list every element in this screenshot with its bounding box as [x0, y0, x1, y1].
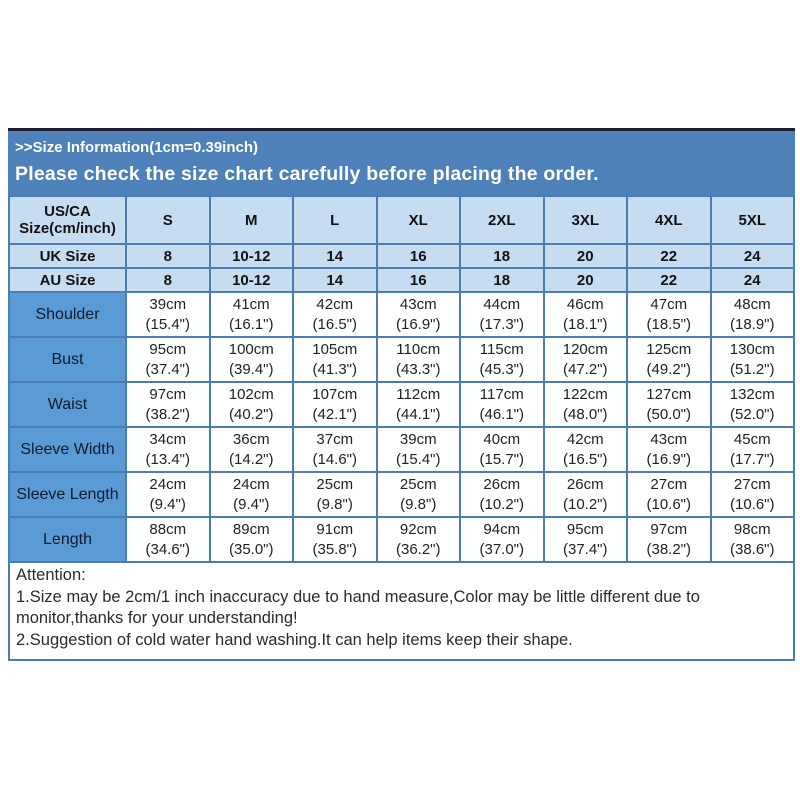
- measurement-value-cell: [377, 337, 461, 382]
- inch-value: (38.6"): [729, 540, 775, 558]
- measurement-value-cell: [293, 472, 377, 517]
- inch-value: (15.7"): [479, 450, 524, 468]
- inch-value: (18.1"): [562, 315, 608, 333]
- inch-value: (16.5"): [562, 450, 608, 468]
- measurement-value-cell: [711, 472, 795, 517]
- table-row: [9, 268, 794, 292]
- inch-value: (41.3"): [312, 360, 357, 378]
- measurement-value-cell: [544, 472, 628, 517]
- measurement-value-cell: [377, 472, 461, 517]
- inch-value: (14.6"): [312, 450, 357, 468]
- measurement-value-cell: [210, 517, 294, 562]
- cm-value: 92cm: [399, 520, 437, 538]
- measurement-value-cell: [126, 517, 210, 562]
- inch-value: (9.4"): [233, 495, 270, 513]
- inch-value: (37.4"): [145, 360, 190, 378]
- cm-value: 46cm: [566, 295, 604, 313]
- row-label: UK Size: [9, 244, 126, 268]
- cm-value: 120cm: [562, 340, 608, 358]
- column-header-size: 5XL: [711, 196, 795, 244]
- measurement-row-label: Shoulder: [9, 292, 126, 337]
- size-value-cell: 10-12: [210, 244, 294, 268]
- size-value-cell: 8: [126, 268, 210, 292]
- measurement-value-cell: [460, 292, 544, 337]
- table-header-row: [9, 196, 794, 244]
- measurement-value-cell: [126, 292, 210, 337]
- inch-value: (50.0"): [646, 405, 691, 423]
- cm-value: 95cm: [566, 520, 604, 538]
- cm-value: 40cm: [483, 430, 521, 448]
- inch-value: (15.4"): [395, 450, 441, 468]
- cm-value: 132cm: [729, 385, 775, 403]
- measurement-value-cell: [126, 472, 210, 517]
- attention-title: Attention:: [16, 566, 86, 584]
- measurement-row-label: Waist: [9, 382, 126, 427]
- measurement-value-cell: [627, 472, 711, 517]
- size-value-cell: 8: [126, 244, 210, 268]
- inch-value: (9.8"): [316, 495, 353, 513]
- cm-value: 95cm: [149, 340, 187, 358]
- inch-value: (10.6"): [646, 495, 691, 513]
- measurement-value-cell: [126, 337, 210, 382]
- cm-value: 107cm: [312, 385, 358, 403]
- cm-value: 39cm: [149, 295, 187, 313]
- cm-value: 43cm: [650, 430, 688, 448]
- measurement-value-cell: [627, 382, 711, 427]
- measurement-value-cell: [627, 517, 711, 562]
- cm-value: 97cm: [650, 520, 688, 538]
- inch-value: (18.9"): [729, 315, 775, 333]
- inch-value: (40.2"): [228, 405, 274, 423]
- inch-value: (10.2"): [479, 495, 524, 513]
- inch-value: (17.3"): [479, 315, 524, 333]
- table-row: [9, 517, 794, 562]
- measurement-value-cell: [460, 382, 544, 427]
- cm-value: 100cm: [228, 340, 274, 358]
- cm-value: 127cm: [646, 385, 692, 403]
- cm-value: 105cm: [312, 340, 358, 358]
- cm-value: 44cm: [483, 295, 521, 313]
- inch-value: (10.6"): [729, 495, 775, 513]
- measurement-value-cell: [377, 517, 461, 562]
- measurement-value-cell: [210, 292, 294, 337]
- inch-value: (48.0"): [562, 405, 608, 423]
- size-value-cell: 10-12: [210, 268, 294, 292]
- column-header-size: S: [126, 196, 210, 244]
- inch-value: (14.2"): [228, 450, 274, 468]
- inch-value: (39.4"): [228, 360, 274, 378]
- cm-value: 47cm: [650, 295, 688, 313]
- size-value-cell: 22: [627, 244, 711, 268]
- measurement-value-cell: [711, 337, 795, 382]
- measurement-value-cell: [544, 517, 628, 562]
- cm-value: 102cm: [228, 385, 274, 403]
- inch-value: (13.4"): [145, 450, 190, 468]
- cm-value: 117cm: [479, 385, 524, 403]
- measurement-row-label: Sleeve Length: [9, 472, 126, 517]
- column-header-size: 2XL: [460, 196, 544, 244]
- measurement-value-cell: [711, 292, 795, 337]
- cm-value: 26cm: [566, 475, 604, 493]
- cm-value: 42cm: [566, 430, 604, 448]
- inch-value: (52.0"): [729, 405, 775, 423]
- inch-value: (35.0"): [228, 540, 274, 558]
- table-row: [9, 427, 794, 472]
- cm-value: 41cm: [232, 295, 270, 313]
- size-value-cell: 24: [711, 268, 795, 292]
- inch-value: (34.6"): [145, 540, 190, 558]
- cm-value: 94cm: [483, 520, 521, 538]
- size-value-cell: 16: [377, 244, 461, 268]
- measurement-value-cell: [377, 382, 461, 427]
- attention-note-2: 2.Suggestion of cold water hand washing.It can help items keep their shape.: [16, 630, 573, 649]
- size-value-cell: 20: [544, 268, 628, 292]
- banner: [8, 128, 795, 195]
- size-value-cell: 16: [377, 268, 461, 292]
- sizes-label-line1: US/CA: [44, 203, 91, 220]
- inch-value: (18.5"): [646, 315, 691, 333]
- attention-note-1: 1.Size may be 2cm/1 inch inaccuracy due to hand measure,Color may be little different due to monitor,thanks for your understanding!: [16, 587, 700, 627]
- inch-value: (36.2"): [395, 540, 441, 558]
- cm-value: 115cm: [479, 340, 524, 358]
- measurement-value-cell: [210, 427, 294, 472]
- measurement-value-cell: [460, 472, 544, 517]
- inch-value: (35.8"): [312, 540, 357, 558]
- measurement-value-cell: [460, 517, 544, 562]
- measurement-row-label: Length: [9, 517, 126, 562]
- measurement-value-cell: [377, 427, 461, 472]
- cm-value: 42cm: [316, 295, 354, 313]
- inch-value: (17.7"): [729, 450, 775, 468]
- inch-value: (37.4"): [562, 540, 608, 558]
- cm-value: 36cm: [232, 430, 270, 448]
- cm-value: 122cm: [562, 385, 608, 403]
- measurement-value-cell: [377, 292, 461, 337]
- measurement-value-cell: [293, 337, 377, 382]
- size-value-cell: 14: [293, 244, 377, 268]
- size-value-cell: 14: [293, 268, 377, 292]
- size-value-cell: 18: [460, 268, 544, 292]
- inch-value: (16.9"): [646, 450, 691, 468]
- inch-value: (43.3"): [395, 360, 441, 378]
- inch-value: (51.2"): [729, 360, 775, 378]
- cm-value: 98cm: [733, 520, 771, 538]
- cm-value: 34cm: [149, 430, 187, 448]
- inch-value: (46.1"): [479, 405, 524, 423]
- inch-value: (38.2"): [646, 540, 691, 558]
- column-header-sizes-label: [9, 196, 126, 244]
- measurement-value-cell: [544, 382, 628, 427]
- table-row: [9, 337, 794, 382]
- measurement-row-label: Bust: [9, 337, 126, 382]
- size-value-cell: 24: [711, 244, 795, 268]
- measurement-row-label: Sleeve Width: [9, 427, 126, 472]
- cm-value: 43cm: [399, 295, 437, 313]
- cm-value: 27cm: [733, 475, 771, 493]
- column-header-size: L: [293, 196, 377, 244]
- measurement-value-cell: [544, 427, 628, 472]
- cm-value: 112cm: [396, 385, 441, 403]
- measurement-value-cell: [711, 382, 795, 427]
- cm-value: 26cm: [483, 475, 521, 493]
- cm-value: 48cm: [733, 295, 771, 313]
- measurement-value-cell: [627, 337, 711, 382]
- inch-value: (10.2"): [562, 495, 608, 513]
- cm-value: 130cm: [729, 340, 775, 358]
- cm-value: 24cm: [149, 475, 187, 493]
- inch-value: (9.8"): [400, 495, 437, 513]
- inch-value: (45.3"): [479, 360, 524, 378]
- size-chart-table: [8, 195, 795, 563]
- inch-value: (42.1"): [312, 405, 357, 423]
- inch-value: (16.1"): [228, 315, 274, 333]
- inch-value: (16.5"): [312, 315, 357, 333]
- measurement-value-cell: [293, 517, 377, 562]
- cm-value: 88cm: [149, 520, 187, 538]
- size-value-cell: 18: [460, 244, 544, 268]
- column-header-size: 3XL: [544, 196, 628, 244]
- measurement-value-cell: [126, 382, 210, 427]
- column-header-size: XL: [377, 196, 461, 244]
- measurement-value-cell: [293, 292, 377, 337]
- cm-value: 45cm: [733, 430, 771, 448]
- size-value-cell: 22: [627, 268, 711, 292]
- size-chart-content: [8, 128, 795, 661]
- measurement-value-cell: [544, 337, 628, 382]
- size-check-warning: Please check the size chart carefully before placing the order.: [15, 163, 599, 185]
- measurement-value-cell: [210, 382, 294, 427]
- measurement-value-cell: [210, 337, 294, 382]
- inch-value: (47.2"): [562, 360, 608, 378]
- cm-value: 27cm: [650, 475, 688, 493]
- cm-value: 24cm: [232, 475, 270, 493]
- column-header-size: 4XL: [627, 196, 711, 244]
- measurement-value-cell: [293, 382, 377, 427]
- inch-value: (9.4"): [149, 495, 186, 513]
- measurement-value-cell: [460, 427, 544, 472]
- size-info-title: >>Size Information(1cm=0.39inch): [15, 139, 258, 156]
- measurement-value-cell: [627, 427, 711, 472]
- measurement-value-cell: [126, 427, 210, 472]
- cm-value: 39cm: [399, 430, 437, 448]
- cm-value: 25cm: [399, 475, 437, 493]
- table-row: [9, 244, 794, 268]
- table-row: [9, 472, 794, 517]
- table-row: [9, 292, 794, 337]
- inch-value: (44.1"): [395, 405, 441, 423]
- cm-value: 125cm: [646, 340, 692, 358]
- cm-value: 97cm: [149, 385, 187, 403]
- inch-value: (15.4"): [145, 315, 190, 333]
- cm-value: 25cm: [316, 475, 354, 493]
- cm-value: 37cm: [316, 430, 354, 448]
- measurement-value-cell: [711, 427, 795, 472]
- measurement-value-cell: [711, 517, 795, 562]
- column-header-size: M: [210, 196, 294, 244]
- cm-value: 89cm: [232, 520, 270, 538]
- inch-value: (49.2"): [646, 360, 691, 378]
- measurement-value-cell: [293, 427, 377, 472]
- inch-value: (37.0"): [479, 540, 524, 558]
- inch-value: (16.9"): [395, 315, 441, 333]
- measurement-value-cell: [460, 337, 544, 382]
- measurement-value-cell: [627, 292, 711, 337]
- measurement-value-cell: [544, 292, 628, 337]
- table-row: [9, 382, 794, 427]
- row-label: AU Size: [9, 268, 126, 292]
- sizes-label-line2: Size(cm/inch): [19, 220, 116, 237]
- attention-box: [8, 563, 795, 661]
- cm-value: 110cm: [396, 340, 441, 358]
- inch-value: (38.2"): [145, 405, 190, 423]
- measurement-value-cell: [210, 472, 294, 517]
- cm-value: 91cm: [316, 520, 354, 538]
- size-value-cell: 20: [544, 244, 628, 268]
